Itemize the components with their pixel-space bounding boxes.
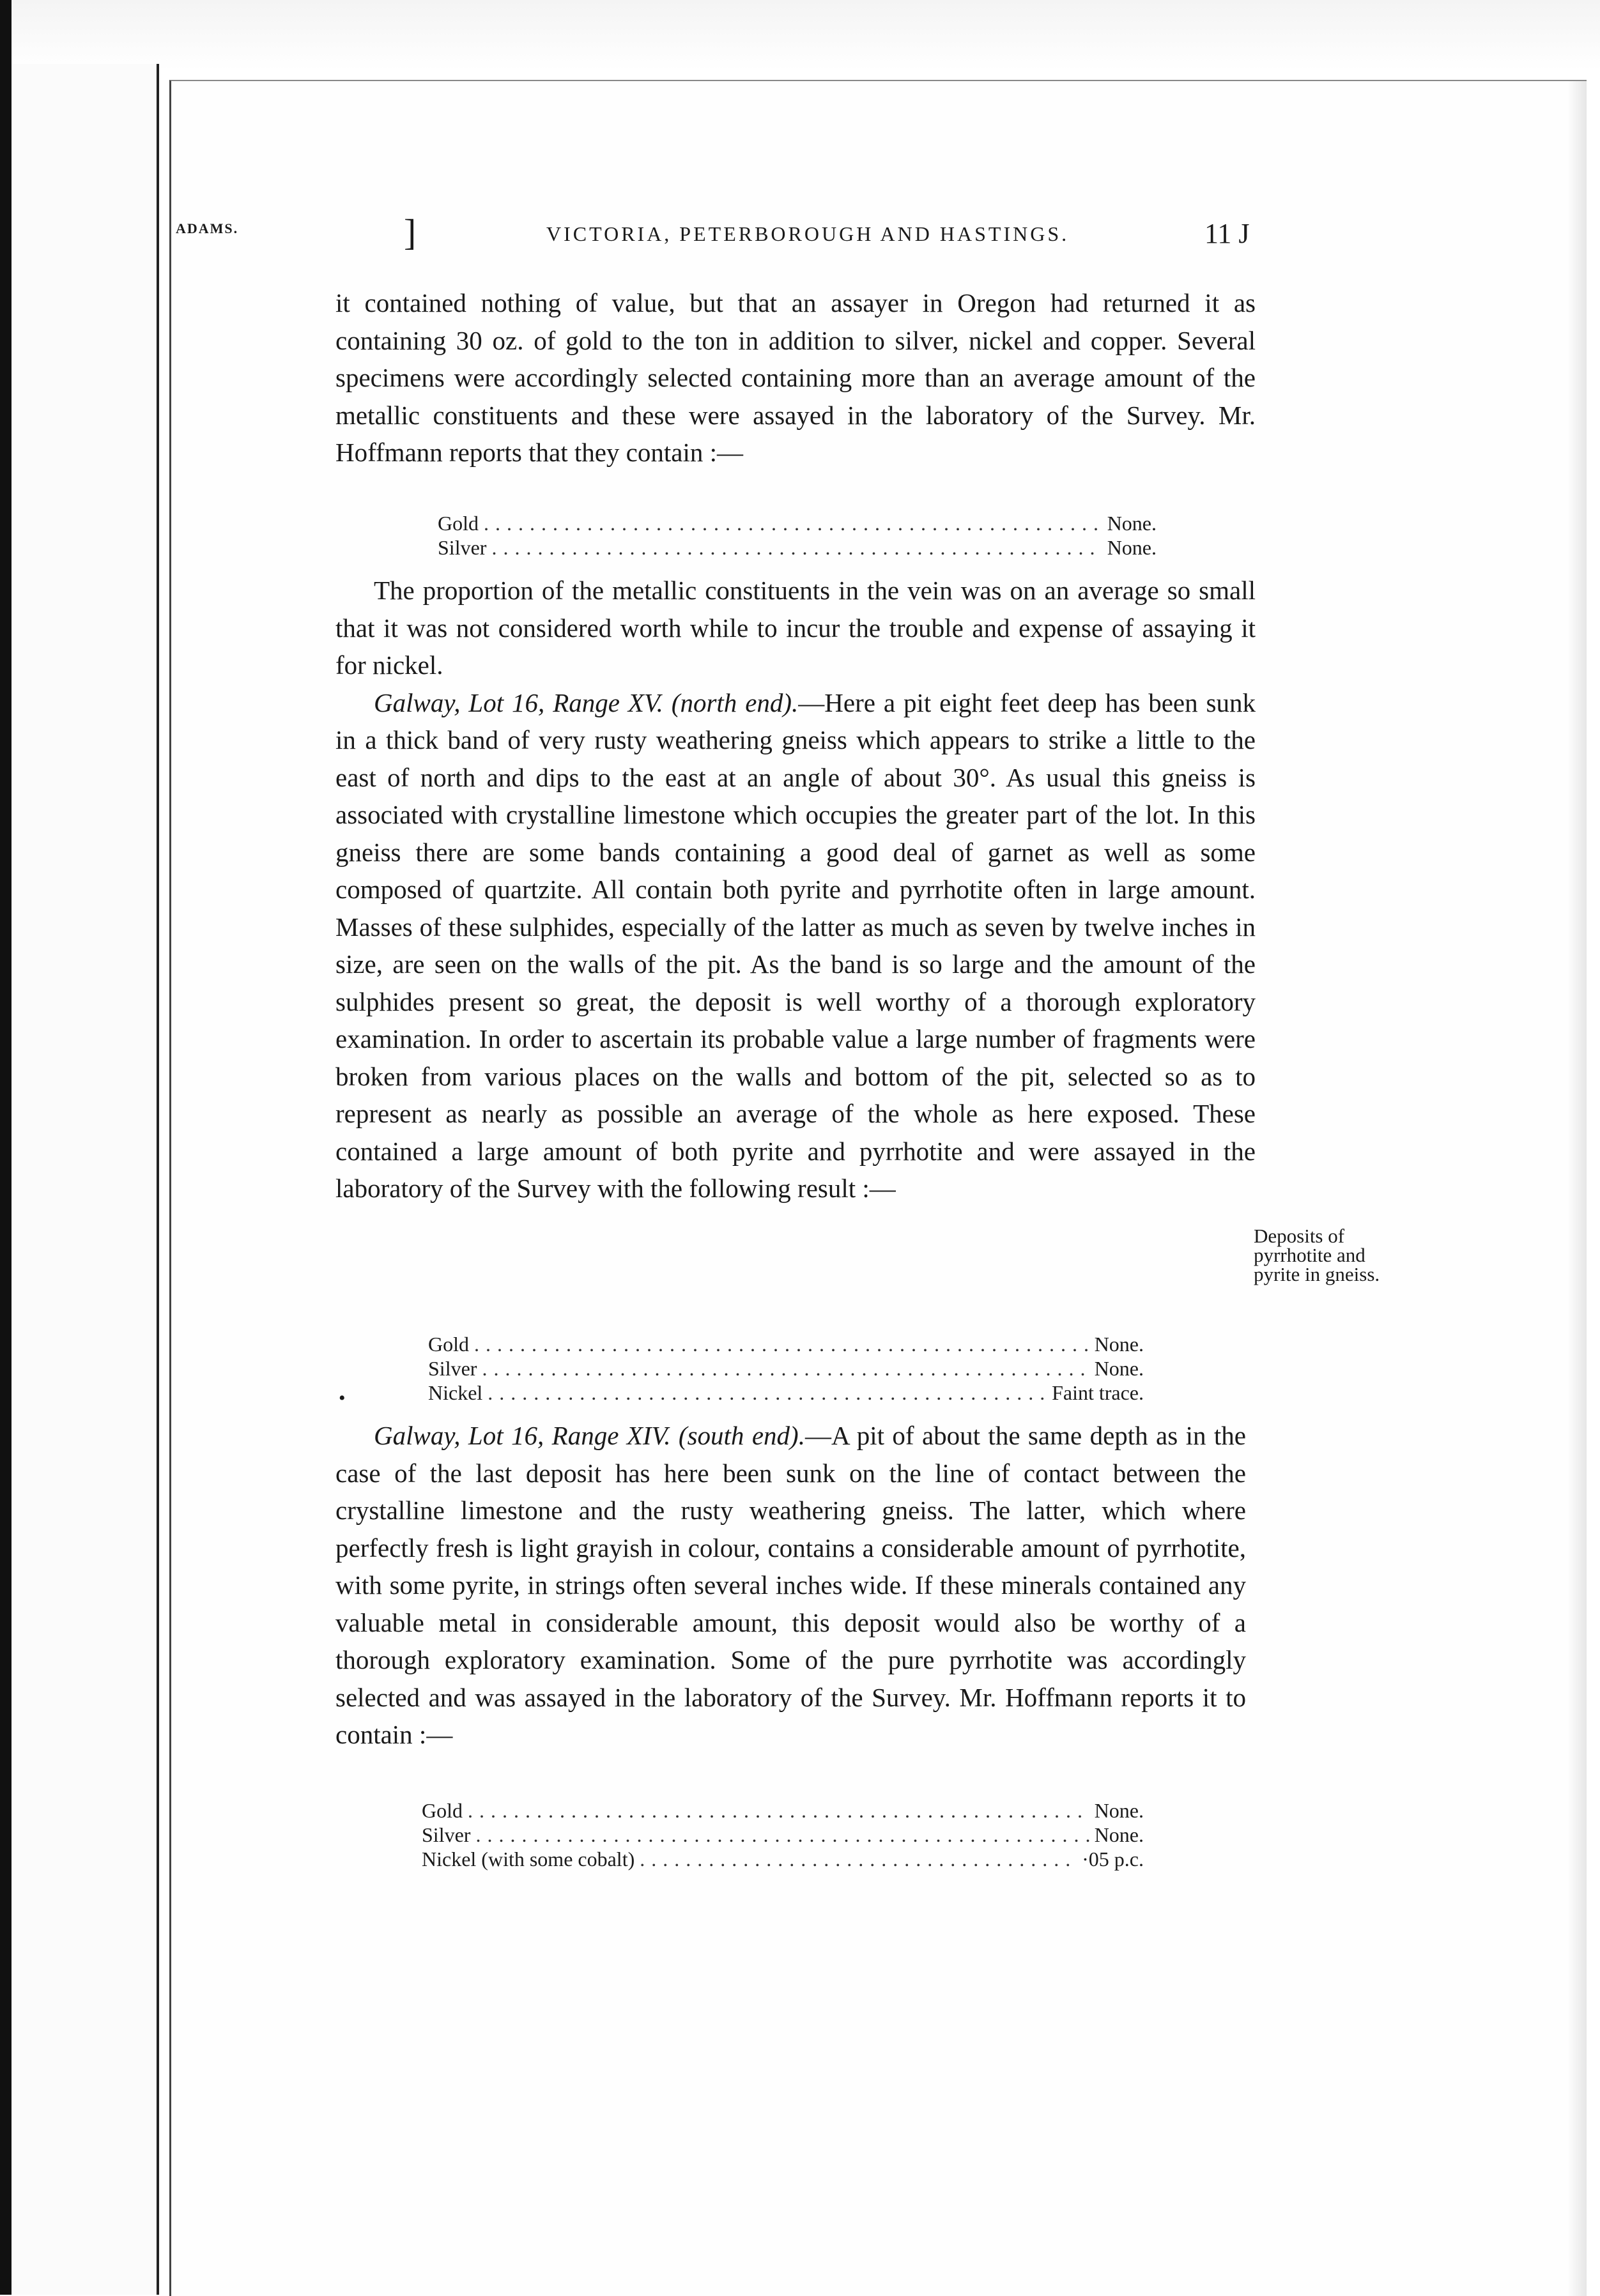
running-head-bracket: ] <box>404 211 417 253</box>
body-block-3 <box>335 1417 1246 1754</box>
locality-heading: Galway, Lot 16, Range XIV. (south end). <box>374 1421 805 1450</box>
locality-heading: Galway, Lot 16, Range XV. (north end). <box>374 687 799 717</box>
assay-result: None. <box>1107 512 1157 535</box>
assay-element: Nickel <box>428 1381 483 1404</box>
leader-dots <box>488 1381 1047 1405</box>
assay-table-2 <box>428 1332 1144 1405</box>
leader-dots <box>468 1798 1089 1823</box>
assay-row <box>422 1823 1144 1847</box>
assay-result: None. <box>1094 1357 1144 1380</box>
leader-dots <box>474 1332 1089 1356</box>
assay-row <box>438 511 1157 535</box>
body-block-1 <box>335 284 1256 471</box>
scan-border <box>0 0 12 2295</box>
paragraph-4 <box>335 1417 1246 1754</box>
assay-row <box>422 1847 1144 1871</box>
assay-element: Silver <box>438 536 487 559</box>
facing-page-edge <box>0 64 159 2295</box>
scan-speck: • <box>339 1388 346 1409</box>
running-head-author: ADAMS. <box>176 220 239 236</box>
leader-dots <box>482 1356 1089 1381</box>
assay-row <box>428 1356 1144 1381</box>
paragraph-4-body: —A pit of about the same depth as in the case of the last deposit has here been sunk on the line of contact between the crystalline limestone and the rusty weathering gneiss. The latter, which where perfectly fresh is light grayish in colour, contains a considerable amount of pyrrhotite, with some pyrite, in strings often several inches wide. If these minerals contained any valuable metal in considerable amount, this deposit would also be worthy of a thorough exploratory examination. Some of the pure pyrrhotite was accordingly selected and was assayed in the laboratory of the Survey. Mr. Hoffmann reports it to contain :— <box>335 1421 1246 1749</box>
assay-table-3 <box>422 1798 1144 1871</box>
assay-result: None. <box>1094 1333 1144 1356</box>
assay-element: Nickel (with some cobalt) <box>422 1848 635 1871</box>
assay-row <box>438 535 1157 560</box>
paragraph-3-body: —Here a pit eight feet deep has been sunk in a thick band of very rusty weathering gneiss which appears to strike a little to the east of north and dips to the east at an angle of about 30°. As usual this gneiss is associated with crystalline limestone which occupies the greater part of the lot. In this gneiss there are some bands containing a good deal of garnet as well as some composed of quartzite. All contain both pyrite and pyrrhotite often in large amount. Masses of these sulphides, especially of the latter as much as seven by twelve inches in size, are seen on the walls of the pit. As the band is so large and the amount of the sulphides present so great, the deposit is well worthy of a thorough exploratory examination. In order to ascertain its probable value a large number of fragments were broken from various places on the walls and bottom of the pit, selected so as to represent as nearly as possible an average of the whole as here exposed. These contained a large amount of both pyrite and pyrrhotite and were assayed in the laboratory of the Survey with the following result :— <box>335 687 1256 1203</box>
assay-row <box>428 1332 1144 1356</box>
leader-dots <box>491 535 1102 560</box>
scan-top-margin <box>0 0 1600 70</box>
leader-dots <box>484 511 1102 535</box>
leader-dots <box>640 1847 1077 1871</box>
body-block-2 <box>335 572 1256 1207</box>
assay-result: None. <box>1094 1799 1144 1822</box>
running-head-title: VICTORIA, PETERBOROUGH AND HASTINGS. <box>546 222 1070 245</box>
assay-element: Silver <box>428 1357 477 1380</box>
assay-result: ·05 p.c. <box>1082 1848 1144 1871</box>
assay-result: Faint trace. <box>1052 1381 1144 1404</box>
assay-table-1 <box>438 511 1157 560</box>
leader-dots <box>475 1823 1089 1847</box>
assay-element: Gold <box>422 1799 463 1822</box>
page-number: 11 J <box>1204 218 1250 249</box>
assay-result: None. <box>1094 1823 1144 1846</box>
assay-element: Gold <box>428 1333 469 1356</box>
assay-element: Silver <box>422 1823 471 1846</box>
assay-result: None. <box>1107 536 1157 559</box>
paragraph-3 <box>335 684 1256 1207</box>
assay-row <box>428 1381 1144 1405</box>
assay-element: Gold <box>438 512 479 535</box>
assay-row <box>422 1798 1144 1823</box>
paragraph-1: it contained nothing of value, but that an assayer in Oregon had returned it as containing 30 oz. of gold to the ton in addition to silver, nickel and copper. Several specimens were accordingly selected containing more than an average amount of the metallic constituents and these were assayed in the laboratory of the Survey. Mr. Hoffmann reports that they contain :— <box>335 288 1256 467</box>
page-edge-shadow <box>1567 81 1587 2296</box>
marginal-note: Deposits of pyrrhotite and pyrite in gneiss. <box>1254 1225 1380 1285</box>
paragraph-2: The proportion of the metallic constituents in the vein was on an average so small that it was not considered worth while to incur the trouble and expense of assaying it for nickel. <box>335 576 1256 680</box>
